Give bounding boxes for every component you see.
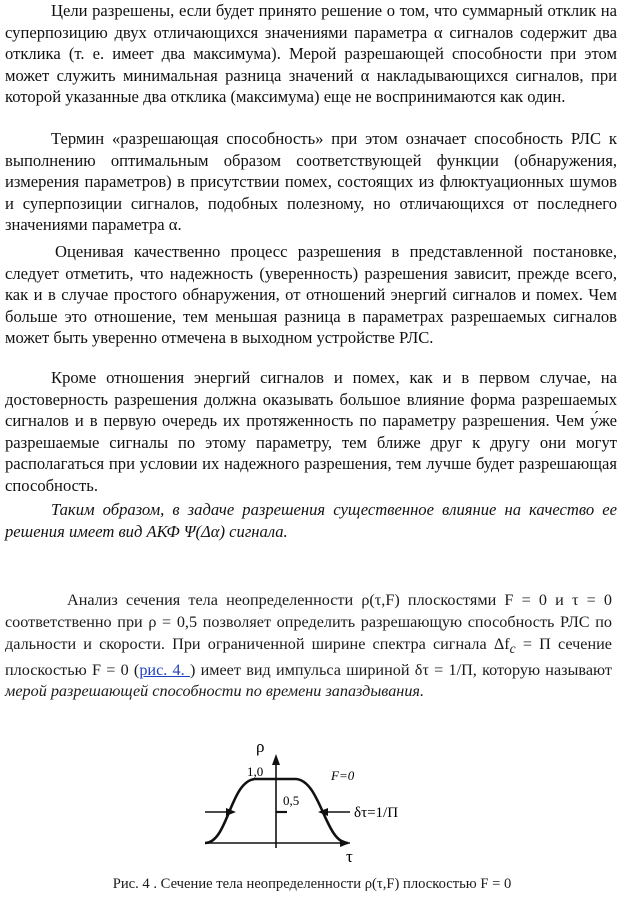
figure-reference-link[interactable]: рис. 4. (139, 660, 190, 679)
subscript-c: с (509, 640, 516, 656)
peak-value-label: 1,0 (247, 764, 264, 779)
figure-caption: Рис. 4 . Сечение тела неопределенности ρ(τ,F) плоскостью F = 0 (112, 876, 512, 892)
text-segment-3: ) имеет вид импульса шириной δτ = 1/П, которую называют (189, 660, 612, 679)
y-axis-arrow (272, 754, 280, 765)
paragraph-resolution-targets: Цели разрешены, если будет принято решение о том, что суммарный отклик на суперпозицию двух отличающихся значениями параметра α сигналов содержит два отклика (т. е. имеет два максимума). Мерой разрешающей способности при этом может служить минимальная разница значений α накладывающихся сигналов, при которой указанные два отклика (максимума) еще не воспринимаются как один. (5, 1, 617, 107)
paragraph-conclusion: Таким образом, в задаче разрешения существенное влияние на качество ее решения имеет вид АКФ Ψ(Δα) сигнала. (5, 500, 617, 541)
term-time-resolution: мерой разрешающей способности по времени запаздывания. (5, 682, 424, 701)
paragraph-ambiguity-analysis (5, 590, 612, 703)
y-axis-label: ρ (256, 737, 265, 756)
paragraph-signal-shape: Кроме отношения энергий сигналов и помех, как и в первом случае, на достоверность разрешения должна оказывать большое влияние форма разрешаемых сигналов и в первую очередь их протяженность по параметру разрешения. Чем у́же разрешаемые сигналы по этому параметру, тем ближе друг к другу они могут располагаться при условии их надежного разрешения, тем лучше будет разрешающая способность. (5, 368, 617, 495)
paragraph-resolution-term: Термин «разрешающая способность» при этом означает способность РЛС к выполнению оптимальным образом соответствующей функции (обнаружения, измерения параметров) в присутствии помех, состоящих из флюктуационных шумов и суперпозиции сигналов, подобных полезному, но отличающихся от последнего значениями параметра α. (5, 129, 617, 235)
plane-label: F=0 (331, 768, 355, 783)
width-label: δτ=1/П (354, 805, 399, 821)
x-axis-label: τ (346, 847, 353, 866)
paragraph-qualitative-evaluation: Оценивая качественно процесс разрешения в представленной постановке, следует отметить, что надежность (уверенность) разрешения зависит, прежде всего, как и в случае простого обнаружения, от отношений энергий сигналов и помех. Чем больше это отношение, тем меньшая разница в параметрах разрешаемых сигналов может быть уверенно отмечена в выходном устройстве РЛС. (5, 242, 617, 348)
ambiguity-section-figure (0, 730, 624, 870)
text-segment-2: = П сечение плоскостью F = 0 ( (5, 634, 612, 679)
half-value-label: 0,5 (283, 793, 300, 808)
text-segment-1: Анализ сечения тела неопределенности ρ(τ,F) плоскостями F = 0 и τ = 0 соответственно при ρ = 0,5 позволяет определить разрешающую способность РЛС по дальности и скорости. При ограниченной ширине спектра сигнала Δf (5, 591, 612, 653)
